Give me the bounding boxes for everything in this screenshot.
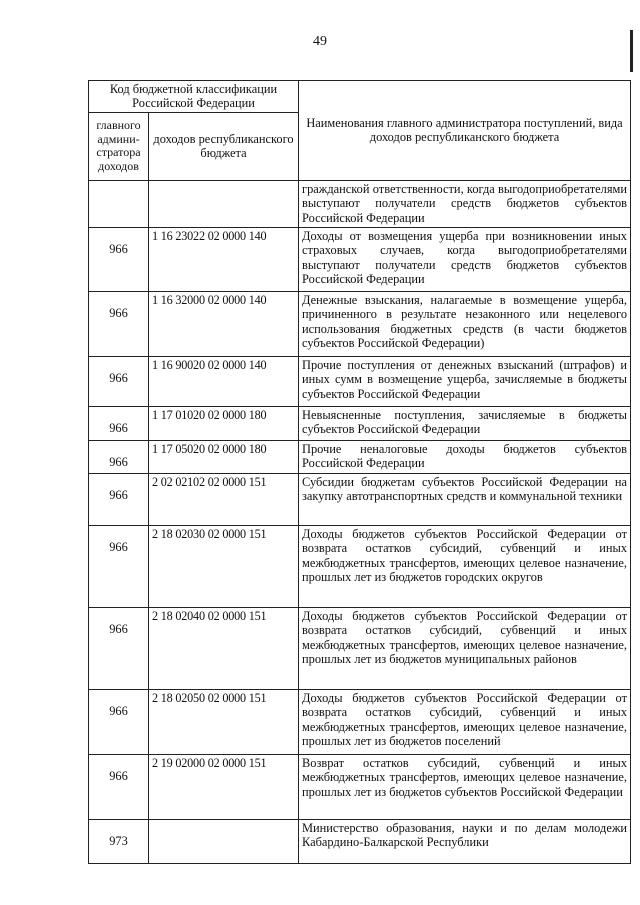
income-code-cell: 2 18 02050 02 0000 151	[149, 689, 299, 754]
table-row	[89, 227, 631, 291]
admin-code-cell: 966	[89, 227, 149, 291]
table-row	[89, 525, 631, 607]
admin-code-cell: 966	[89, 406, 149, 440]
header-income-code: доходов республиканского бюджета	[149, 112, 299, 180]
income-name-cell: Министерство образования, науки и по делам молодежи Кабардино-Балкарской Республики	[299, 819, 631, 863]
table-row	[89, 754, 631, 819]
income-name-cell: Доходы бюджетов субъектов Российской Федерации от возврата остатков субсидий, субвенций и иных межбюджетных трансфертов, имеющих целевое назначение, прошлых лет из бюджетов муниципальных районов	[299, 607, 631, 689]
income-name-cell: Прочие поступления от денежных взысканий (штрафов) и иных сумм в возмещение ущерба, зачисляемые в бюджеты субъектов Российской Федерации	[299, 356, 631, 406]
income-name-cell: Прочие неналоговые доходы бюджетов субъектов Российской Федерации	[299, 440, 631, 473]
income-code-cell: 2 18 02040 02 0000 151	[149, 607, 299, 689]
header-name: Наименования главного администратора поступлений, вида доходов республиканского бюджета	[299, 81, 631, 181]
income-name-cell: гражданской ответственности, когда выгодоприобретателями выступают получатели средств бюджетов субъектов Российской Федерации	[299, 180, 631, 227]
admin-code-cell: 966	[89, 473, 149, 525]
table-row	[89, 406, 631, 440]
admin-code-cell: 973	[89, 819, 149, 863]
income-name-cell: Субсидии бюджетам субъектов Российской Федерации на закупку автотранспортных средств и коммунальной техники	[299, 473, 631, 525]
income-code-cell: 1 16 90020 02 0000 140	[149, 356, 299, 406]
table-row	[89, 180, 631, 227]
income-name-cell: Доходы от возмещения ущерба при возникновении иных страховых случаев, когда выгодоприобретателями выступают получатели средств бюджетов субъектов Российской Федерации	[299, 227, 631, 291]
income-code-cell	[149, 180, 299, 227]
income-name-cell: Возврат остатков субсидий, субвенций и иных межбюджетных трансфертов, имеющих целевое назначение, прошлых лет из бюджетов субъектов Российской Федерации	[299, 754, 631, 819]
admin-code-cell: 966	[89, 754, 149, 819]
page-edge-mark	[630, 30, 633, 72]
admin-code-cell: 966	[89, 440, 149, 473]
table-row	[89, 819, 631, 863]
income-name-cell: Доходы бюджетов субъектов Российской Федерации от возврата остатков субсидий, субвенций и иных межбюджетных трансфертов, имеющих целевое назначение, прошлых лет из бюджетов городских округов	[299, 525, 631, 607]
admin-code-cell: 966	[89, 525, 149, 607]
income-code-cell: 1 17 05020 02 0000 180	[149, 440, 299, 473]
table-row	[89, 440, 631, 473]
budget-classification-table	[88, 80, 631, 864]
income-code-cell: 2 02 02102 02 0000 151	[149, 473, 299, 525]
table-row	[89, 473, 631, 525]
admin-code-cell: 966	[89, 607, 149, 689]
income-code-cell: 1 16 32000 02 0000 140	[149, 291, 299, 356]
income-code-cell: 1 17 01020 02 0000 180	[149, 406, 299, 440]
income-code-cell	[149, 819, 299, 863]
income-name-cell: Невыясненные поступления, зачисляемые в бюджеты субъектов Российской Федерации	[299, 406, 631, 440]
table-row	[89, 607, 631, 689]
income-code-cell: 1 16 23022 02 0000 140	[149, 227, 299, 291]
income-code-cell: 2 19 02000 02 0000 151	[149, 754, 299, 819]
table-row	[89, 689, 631, 754]
header-classification-group: Код бюджетной классификации Российской Федерации	[89, 81, 299, 113]
admin-code-cell: 966	[89, 356, 149, 406]
header-admin-code: главного админи-стратора доходов	[89, 112, 149, 180]
page-number: 49	[313, 34, 327, 49]
income-name-cell: Денежные взыскания, налагаемые в возмещение ущерба, причиненного в результате незаконного или нецелевого использования бюджетных средств (в части бюджетов субъектов Российской Федерации)	[299, 291, 631, 356]
admin-code-cell	[89, 180, 149, 227]
income-name-cell: Доходы бюджетов субъектов Российской Федерации от возврата остатков субсидий, субвенций и иных межбюджетных трансфертов, имеющих целевое назначение, прошлых лет из бюджетов поселений	[299, 689, 631, 754]
table-row	[89, 356, 631, 406]
table-row	[89, 291, 631, 356]
income-code-cell: 2 18 02030 02 0000 151	[149, 525, 299, 607]
admin-code-cell: 966	[89, 689, 149, 754]
admin-code-cell: 966	[89, 291, 149, 356]
